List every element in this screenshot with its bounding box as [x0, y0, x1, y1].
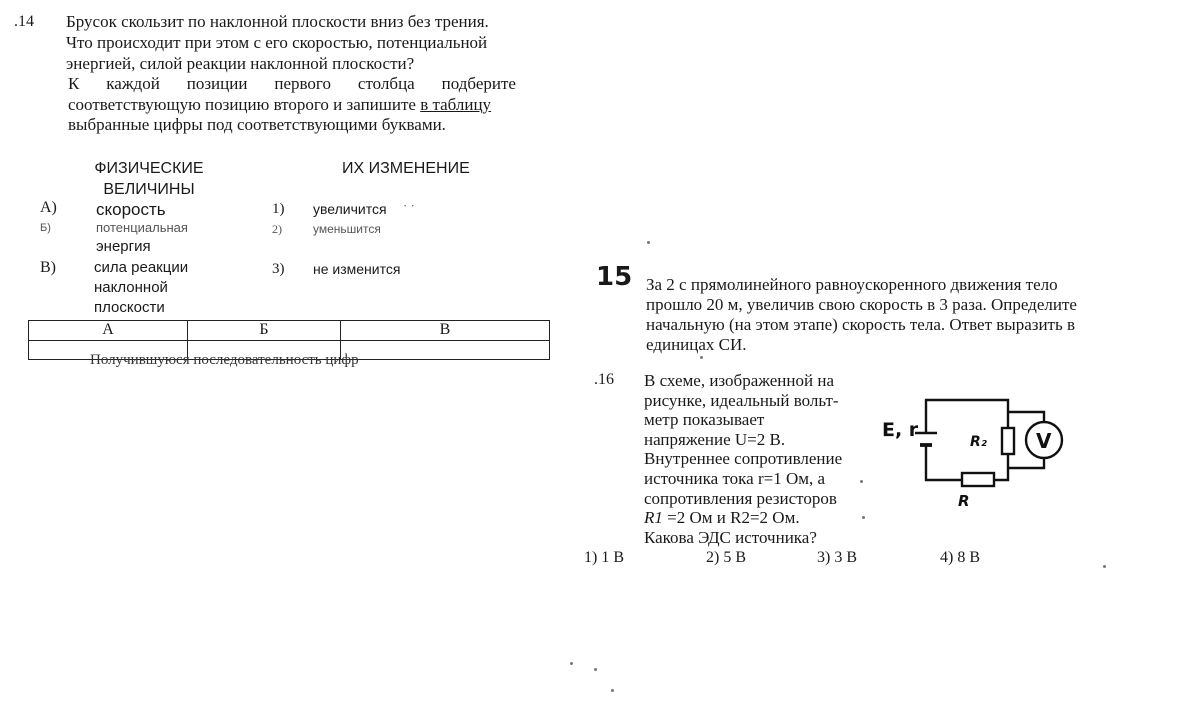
instr-word: К	[68, 74, 80, 93]
instr-word: каждой	[106, 74, 160, 93]
q16-line-7: сопротивления резисторов	[644, 488, 837, 508]
answer-option-1[interactable]: 1) 1 В	[584, 549, 624, 566]
stray-marks: · ·	[403, 198, 415, 213]
q16-number: .16	[594, 371, 614, 388]
q16-line-2: рисунке, идеальный вольт-	[644, 390, 839, 410]
voltmeter-label: V	[1036, 429, 1052, 453]
r1-symbol: R1	[644, 508, 663, 528]
wire-voltmeter-top	[1008, 412, 1044, 422]
q16-text-block	[644, 371, 842, 547]
q14-instruction-line-2	[68, 94, 491, 115]
item-c-text-2: наклонной	[94, 279, 168, 296]
left-column-header	[88, 158, 210, 200]
change-2-text: уменьшится	[313, 222, 381, 236]
item-c-text: сила реакции	[94, 259, 189, 276]
scan-speck	[860, 480, 863, 483]
instr2-text: соответствующую позицию второго и запишите	[68, 95, 421, 114]
q16-line-8	[644, 508, 842, 528]
wire-left-lower	[926, 446, 962, 480]
q15-line-2: прошло 20 м, увеличив свою скорость в 3 раза. Определите	[646, 295, 1077, 314]
answer-cell-c[interactable]	[341, 340, 550, 360]
q14-line-3: энергией, силой реакции наклонной плоскости?	[66, 54, 415, 73]
left-header-line-2: ВЕЛИЧИНЫ	[103, 181, 195, 198]
resistor-r2	[1002, 428, 1014, 454]
table-header-b: Б	[188, 321, 341, 341]
q16-line-9: Какова ЭДС источника?	[644, 527, 817, 547]
wire-top	[926, 400, 1008, 428]
r1-label: R	[958, 492, 970, 510]
change-3-number: 3)	[272, 261, 285, 277]
q16-line-3: метр показывает	[644, 410, 765, 430]
scan-speck	[1103, 565, 1106, 568]
item-b-letter: Б)	[40, 222, 51, 234]
scan-speck	[862, 516, 865, 519]
cut-off-text-content: Получившуюся последовательность цифр	[90, 352, 359, 368]
item-b-text-2: энергия	[96, 238, 151, 255]
change-1-text: увеличится	[313, 201, 387, 217]
q15-line-1: За 2 с прямолинейного равноускоренного движения тело	[646, 275, 1058, 294]
item-b-text: потенциальная	[96, 220, 188, 235]
r2-label: R₂	[970, 434, 987, 450]
q16-line-5: Внутреннее сопротивление	[644, 449, 843, 469]
item-c-text-block	[94, 258, 188, 318]
item-c-text-3: плоскости	[94, 299, 165, 316]
q16-line-4: напряжение U=2 В.	[644, 429, 786, 449]
q16-line-6: источника тока r=1 Ом, а	[644, 468, 826, 488]
q15-number: 15	[596, 262, 633, 292]
answer-table-header-row	[29, 321, 550, 341]
scan-speck	[700, 356, 703, 359]
q14-instruction-line-3: выбранные цифры под соответствующими буквами.	[68, 115, 446, 134]
scan-speck	[594, 668, 597, 671]
q15-line-3: начальную (на этом этапе) скорость тела. Ответ выразить в	[646, 315, 1076, 334]
item-a-letter: А)	[40, 199, 57, 216]
scan-speck	[647, 241, 650, 244]
q14-number: .14	[14, 13, 34, 30]
q16-line-1: В схеме, изображенной на	[644, 371, 834, 390]
answer-option-4[interactable]: 4) 8 В	[940, 549, 980, 566]
instr-word: подберите	[441, 74, 516, 93]
instr-word: столбца	[357, 74, 415, 93]
q14-line-2: Что происходит при этом с его скоростью, потенциальной	[66, 33, 488, 52]
item-c-letter: В)	[40, 259, 56, 276]
circuit-diagram	[878, 388, 1074, 516]
instr-word: позиции	[186, 74, 248, 93]
right-column-header: ИХ ИЗМЕНЕНИЕ	[342, 160, 470, 177]
q14-instruction-line-1	[68, 73, 516, 94]
scan-speck	[570, 662, 573, 665]
instr-word: первого	[274, 74, 331, 93]
wire-voltmeter-bottom	[1008, 458, 1044, 468]
left-header-line-1: ФИЗИЧЕСКИЕ	[94, 160, 204, 177]
change-2-number: 2)	[272, 222, 282, 236]
q15-line-4: единицах СИ.	[646, 335, 747, 354]
wire-bottom-right	[994, 454, 1008, 480]
q14-line-1: Брусок скользит по наклонной плоскости вниз без трения.	[66, 12, 489, 31]
item-a-text: скорость	[96, 200, 166, 219]
answer-option-3[interactable]: 3) 3 В	[817, 549, 857, 566]
resistor-r1	[962, 473, 994, 486]
table-header-c: В	[341, 321, 550, 341]
source-label: Ε, r	[882, 419, 919, 441]
instr2-underlined: в таблицу	[420, 95, 492, 114]
q16-line-8-rest: =2 Ом и R2=2 Ом.	[662, 508, 800, 528]
change-1-number: 1)	[272, 201, 285, 217]
change-3-text: не изменится	[313, 261, 401, 277]
answer-option-2[interactable]: 2) 5 В	[706, 549, 746, 566]
scan-speck	[611, 689, 614, 692]
table-header-a: А	[29, 321, 188, 341]
cut-off-text	[90, 352, 450, 371]
